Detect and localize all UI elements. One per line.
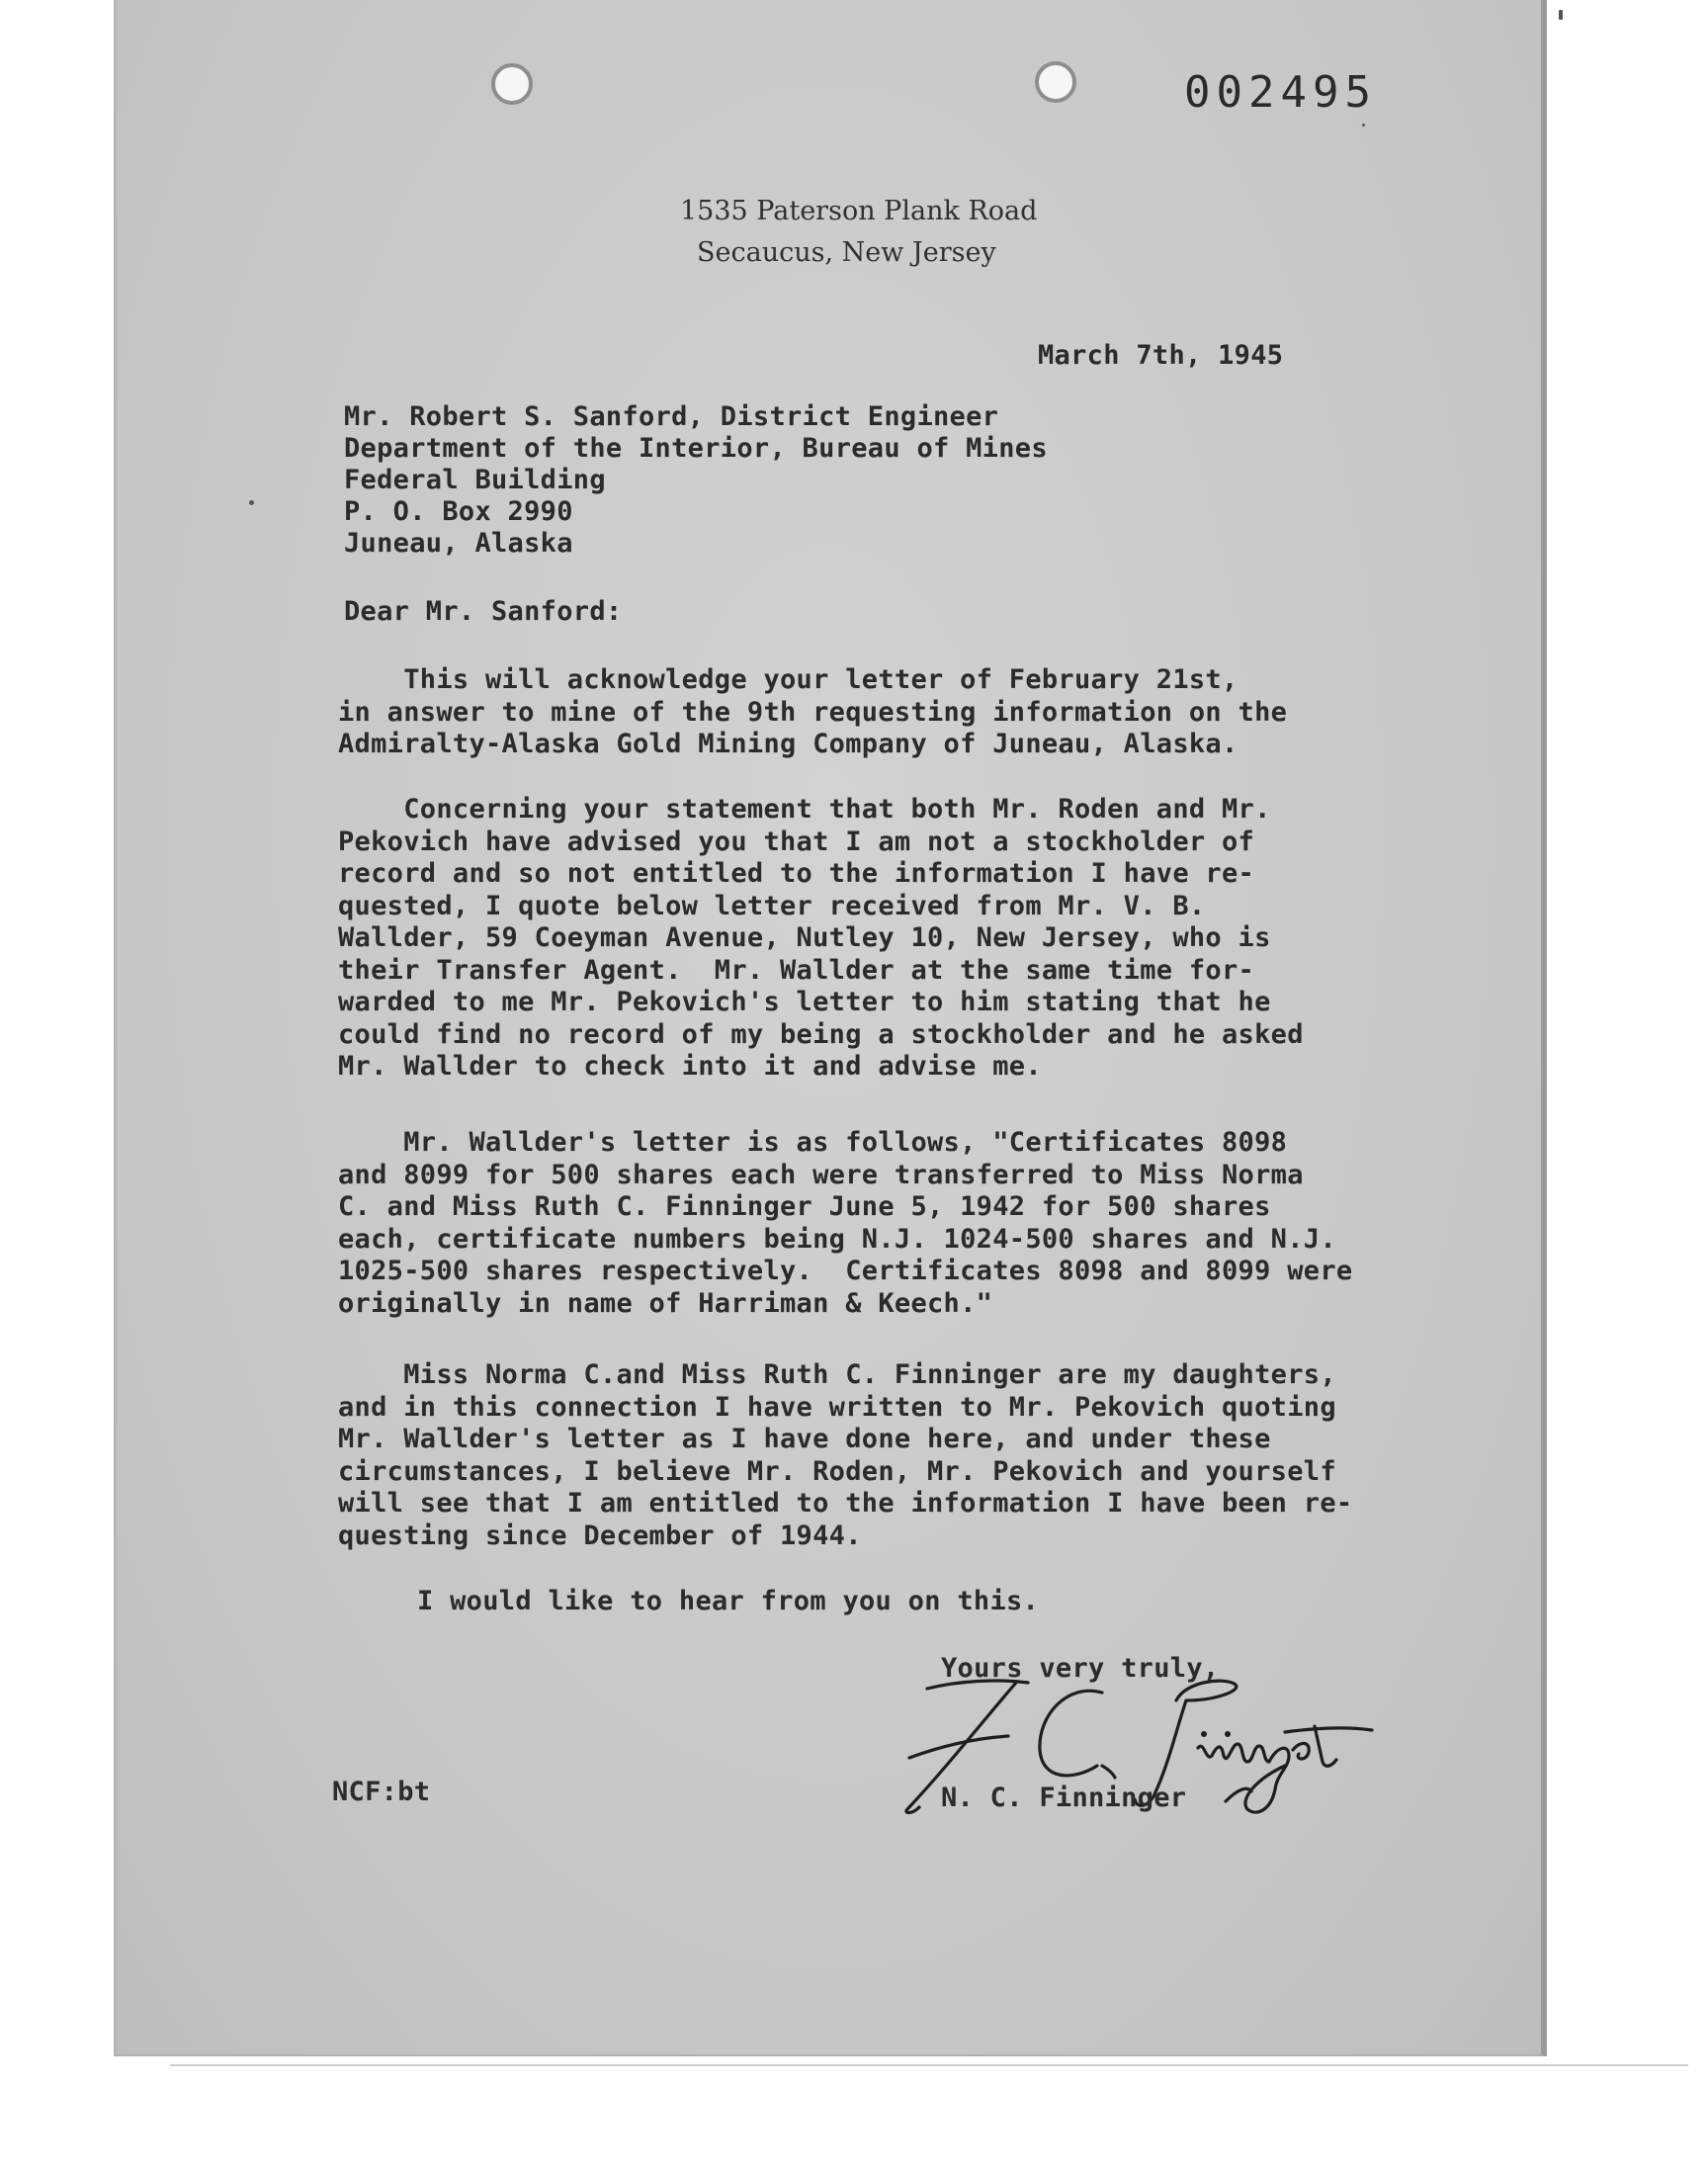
text-line: Wallder, 59 Coeyman Avenue, Nutley 10, New Jersey, who is bbox=[338, 922, 1271, 953]
text-line: Concerning your statement that both Mr. Roden and Mr. bbox=[338, 794, 1271, 825]
text-line: 1025-500 shares respectively. Certificates 8098 and 8099 were bbox=[338, 1256, 1353, 1286]
text-line: Admiralty-Alaska Gold Mining Company of Juneau, Alaska. bbox=[338, 729, 1238, 759]
text-line: quested, I quote below letter received from Mr. V. B. bbox=[338, 890, 1206, 921]
body-paragraph-4 bbox=[338, 1359, 1352, 1552]
closing: Yours very truly, bbox=[941, 1653, 1220, 1684]
text-line: and in this connection I have written to Mr. Pekovich quoting bbox=[338, 1391, 1336, 1423]
address-line: Juneau, Alaska bbox=[344, 528, 573, 559]
text-line: circumstances, I believe Mr. Roden, Mr. Pekovich and yourself bbox=[338, 1455, 1336, 1487]
body-paragraph-3 bbox=[338, 1127, 1352, 1320]
address-line: Department of the Interior, Bureau of Mines bbox=[344, 433, 1048, 464]
letterhead-city: Secaucus, New Jersey bbox=[697, 237, 996, 268]
text-line: record and so not entitled to the information I have re- bbox=[338, 858, 1255, 889]
body-paragraph-1 bbox=[338, 664, 1287, 761]
text-line: originally in name of Harriman & Keech." bbox=[338, 1287, 993, 1319]
text-line: could find no record of my being a stockholder and he asked bbox=[338, 1018, 1304, 1050]
recipient-address bbox=[344, 401, 1048, 560]
text-line: questing since December of 1944. bbox=[338, 1520, 862, 1551]
text-line: Mr. Wallder to check into it and advise me. bbox=[338, 1051, 1042, 1082]
text-line: C. and Miss Ruth C. Finninger June 5, 1942 for 500 shares bbox=[338, 1191, 1271, 1222]
address-line: Federal Building bbox=[344, 465, 606, 495]
body-paragraph-2 bbox=[338, 794, 1304, 1084]
text-line: warded to me Mr. Pekovich's letter to him stating that he bbox=[338, 987, 1271, 1017]
text-line: will see that I am entitled to the information I have been re- bbox=[338, 1488, 1353, 1519]
text-line: each, certificate numbers being N.J. 1024-500 shares and N.J. bbox=[338, 1223, 1336, 1255]
letterhead-street: 1535 Paterson Plank Road bbox=[680, 196, 1038, 226]
text-line: This will acknowledge your letter of February 21st, bbox=[338, 664, 1238, 695]
text-line: I would like to hear from you on this. bbox=[417, 1586, 1040, 1616]
typed-signatory-name: N. C. Finninger bbox=[941, 1783, 1187, 1813]
address-line: Mr. Robert S. Sanford, District Engineer bbox=[344, 401, 999, 432]
body-paragraph-5 bbox=[417, 1586, 1039, 1618]
text-line: their Transfer Agent. Mr. Wallder at the same time for- bbox=[338, 954, 1255, 986]
scan-edge-line bbox=[170, 2064, 1688, 2066]
text-line: in answer to mine of the 9th requesting information on the bbox=[338, 696, 1288, 728]
text-line: Mr. Wallder's letter is as follows, "Certificates 8098 bbox=[338, 1127, 1288, 1158]
text-line: and 8099 for 500 shares each were transferred to Miss Norma bbox=[338, 1159, 1304, 1190]
punch-hole-left bbox=[491, 63, 533, 105]
salutation: Dear Mr. Sanford: bbox=[344, 596, 623, 627]
paper-speck bbox=[1559, 10, 1563, 20]
text-line: Miss Norma C.and Miss Ruth C. Finninger are my daughters, bbox=[338, 1359, 1336, 1390]
text-line: Mr. Wallder's letter as I have done here, and under these bbox=[338, 1424, 1271, 1454]
reference-initials: NCF:bt bbox=[332, 1777, 431, 1807]
punch-hole-right bbox=[1035, 61, 1076, 103]
paper-speck bbox=[249, 500, 254, 505]
document-number: 002495 bbox=[1184, 67, 1377, 118]
paper-speck bbox=[1362, 124, 1365, 127]
letter-date: March 7th, 1945 bbox=[1038, 340, 1284, 371]
address-line: P. O. Box 2990 bbox=[344, 496, 573, 527]
text-line: Pekovich have advised you that I am not a stockholder of bbox=[338, 826, 1255, 857]
